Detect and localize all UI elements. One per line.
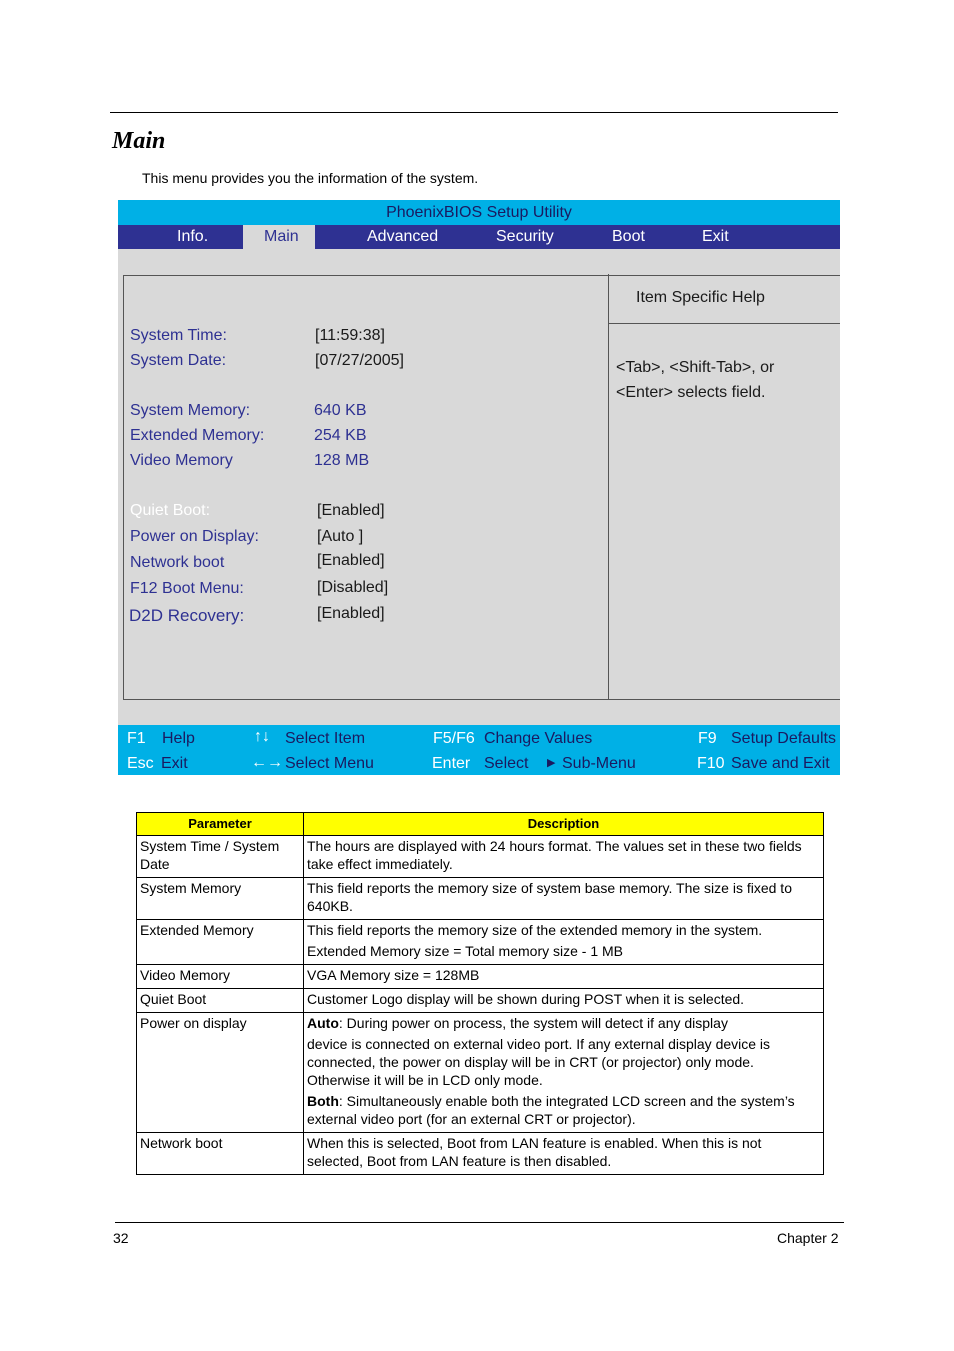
desc-text: This field reports the memory size of the extended memory in the system. <box>307 922 763 938</box>
key-f1: F1 <box>127 730 146 747</box>
parameter-table <box>136 812 824 1175</box>
column-header-parameter: Parameter <box>137 813 304 836</box>
table-header-row <box>137 813 824 836</box>
desc-text: The hours are displayed with 24 hours format. The values set in these two fields take effect immediately. <box>307 838 802 872</box>
video-memory-value: 128 MB <box>314 452 370 469</box>
desc-cell <box>304 1133 824 1175</box>
extended-memory-label: Extended Memory: <box>130 427 265 444</box>
desc-cell <box>304 836 824 878</box>
key-submenu-action: Sub-Menu <box>562 755 636 772</box>
table-row <box>137 836 824 878</box>
desc-cell <box>304 1013 824 1133</box>
key-f10-action: Save and Exit <box>731 755 830 772</box>
desc-cell <box>304 878 824 920</box>
desc-text: device is connected on external video port. If any external display device is connected, the power on display will be in CRT (or projector) only mode. Otherwise it will be in LCD only mode. <box>307 1036 771 1088</box>
d2d-recovery-label[interactable]: D2D Recovery: <box>129 606 245 625</box>
key-f5f6-action: Change Values <box>484 730 593 747</box>
key-f10: F10 <box>697 755 725 772</box>
help-panel <box>608 274 841 700</box>
d2d-recovery-value[interactable]: [Enabled] <box>317 605 385 622</box>
desc-cell <box>304 989 824 1013</box>
quiet-boot-value[interactable]: [Enabled] <box>317 502 385 519</box>
tab-boot[interactable]: Boot <box>612 228 645 245</box>
f12-boot-menu-value[interactable]: [Disabled] <box>317 579 389 596</box>
tab-main[interactable]: Main <box>243 225 315 249</box>
desc-cell <box>304 965 824 989</box>
bios-menu-bar <box>118 225 840 249</box>
help-text-line: <Enter> selects field. <box>616 384 766 401</box>
tab-security[interactable]: Security <box>496 228 554 245</box>
chapter-label: Chapter 2 <box>777 1230 839 1246</box>
help-text-line: <Tab>, <Shift-Tab>, or <box>616 359 775 376</box>
desc-cell <box>304 920 824 965</box>
desc-text <box>307 1014 820 1032</box>
tab-advanced[interactable]: Advanced <box>367 228 439 245</box>
key-f9-action: Setup Defaults <box>731 730 836 747</box>
tab-info[interactable]: Info. <box>177 228 209 245</box>
param-cell: Power on display <box>137 1013 304 1133</box>
system-memory-label: System Memory: <box>130 402 251 419</box>
system-date-label[interactable]: System Date: <box>130 352 227 369</box>
system-memory-value: 640 KB <box>314 402 367 419</box>
column-header-description: Description <box>304 813 824 836</box>
power-on-display-label[interactable]: Power on Display: <box>130 528 259 545</box>
key-enter-action: Select <box>484 755 529 772</box>
param-cell: Video Memory <box>137 965 304 989</box>
bios-screen <box>118 200 840 775</box>
table-row <box>137 965 824 989</box>
both-text: : Simultaneously enable both the integrated LCD screen and the system’s external video port (for an external CRT or projector). <box>307 1093 795 1127</box>
key-f1-action: Help <box>162 730 195 747</box>
desc-text: Extended Memory size = Total memory size - 1 MB <box>307 943 624 959</box>
param-cell: Network boot <box>137 1133 304 1175</box>
param-cell: System Time / System Date <box>137 836 304 878</box>
auto-text: : During power on process, the system will detect if any display <box>338 1015 728 1031</box>
top-rule <box>110 112 838 113</box>
help-divider <box>609 323 840 324</box>
desc-text: When this is selected, Boot from LAN feature is enabled. When this is not selected, Boot from LAN feature is then disabled. <box>307 1135 762 1169</box>
left-right-arrows-icon: ←→ <box>251 754 283 771</box>
table-row <box>137 1133 824 1175</box>
system-time-value[interactable]: [11:59:38] <box>315 327 385 344</box>
help-title: Item Specific Help <box>636 289 765 306</box>
page-number: 32 <box>113 1230 129 1246</box>
f12-boot-menu-label[interactable]: F12 Boot Menu: <box>130 580 244 597</box>
table-row <box>137 989 824 1013</box>
bios-title-bar: PhoenixBIOS Setup Utility <box>118 200 840 225</box>
table-row <box>137 1013 824 1133</box>
key-f5f6: F5/F6 <box>433 730 475 747</box>
table-row <box>137 920 824 965</box>
table-row <box>137 878 824 920</box>
quiet-boot-label[interactable]: Quiet Boot: <box>130 502 211 519</box>
desc-text: VGA Memory size = 128MB <box>307 967 480 983</box>
desc-text: This field reports the memory size of system base memory. The size is fixed to 640KB. <box>307 880 792 914</box>
param-cell: Quiet Boot <box>137 989 304 1013</box>
network-boot-value[interactable]: [Enabled] <box>317 552 385 569</box>
extended-memory-value: 254 KB <box>314 427 367 444</box>
intro-text: This menu provides you the information of the system. <box>142 170 479 186</box>
key-enter: Enter <box>432 755 471 772</box>
key-f9: F9 <box>698 730 717 747</box>
system-date-value[interactable]: [07/27/2005] <box>315 352 404 369</box>
key-esc-action: Exit <box>161 755 188 772</box>
network-boot-label[interactable]: Network boot <box>130 554 225 571</box>
key-leftright-action: Select Menu <box>285 755 374 772</box>
tab-exit[interactable]: Exit <box>702 228 729 245</box>
key-esc: Esc <box>127 755 154 772</box>
auto-label: Auto <box>307 1015 339 1031</box>
desc-text <box>307 1092 820 1128</box>
bios-key-legend <box>118 725 840 775</box>
param-cell: System Memory <box>137 878 304 920</box>
bottom-rule <box>115 1222 844 1223</box>
param-cell: Extended Memory <box>137 920 304 965</box>
page-title: Main <box>112 128 166 154</box>
system-time-label[interactable]: System Time: <box>130 327 227 344</box>
key-updown-action: Select Item <box>285 730 366 747</box>
video-memory-label: Video Memory <box>130 452 233 469</box>
up-down-arrows-icon: ↑↓ <box>254 728 270 745</box>
desc-text: Customer Logo display will be shown during POST when it is selected. <box>307 991 745 1007</box>
both-label: Both <box>307 1093 339 1109</box>
triangle-right-icon: ▶ <box>547 757 556 769</box>
power-on-display-value[interactable]: [Auto ] <box>317 528 364 545</box>
